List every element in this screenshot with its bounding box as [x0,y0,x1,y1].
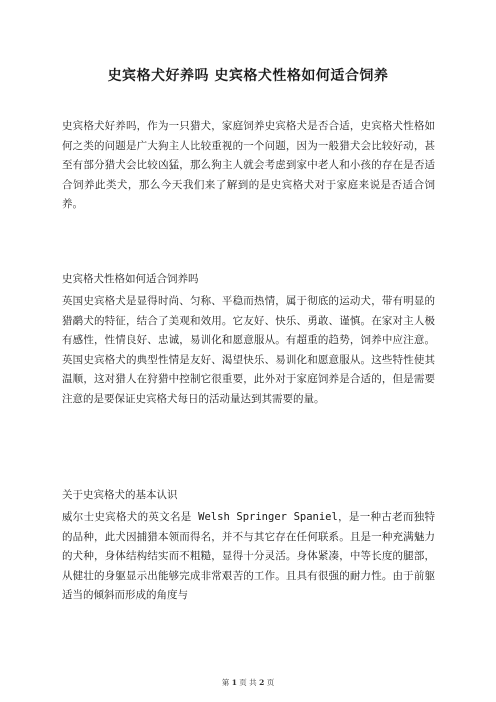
section-heading-basics: 关于史宾格犬的基本认识 [62,489,178,501]
intro-paragraph: 史宾格犬好养吗，作为一只猎犬，家庭饲养史宾格犬是否合适，史宾格犬性格如何之类的问题是广大狗主人比较重视的一个问题，因为一般猎犬会比较好动，甚至有部分猎犬会比较凶猛，那么狗主人就会考虑到家中老人和小孩的存在是否适合饲养此类犬，那么今天我们来了解到的是史宾格犬对于家庭来说是否适合饲养。 [62,120,435,210]
page-footer [0,677,496,688]
footer-current-page: 1 [231,678,237,687]
footer-middle: 页 共 [239,678,257,687]
section-body-basics: 威尔士史宾格犬的英文名是 Welsh Springer Spaniel，是一种古老而独特的品种，此犬因捕猎本领而得名，并不与其它存在任何联系。且是一种充满魅力的犬种，身体结构结实而不粗糙，显得十分灵活。身体紧凑，中等长度的腿部，从健壮的身躯显示出能够完成非常艰苦的工作。且具有很强的耐力性。由于前躯适当的倾斜而形成的角度与 [62,511,435,601]
footer-suffix: 页 [266,678,275,687]
document-title: 史宾格犬好养吗 史宾格犬性格如何适合饲养 [107,68,389,84]
footer-prefix: 第 [221,678,230,687]
footer-total-pages: 2 [259,678,265,687]
section-body-temperament: 英国史宾格犬是显得时尚、匀称、平稳而热情，属于彻底的运动犬，带有明显的猎鹬犬的特征，结合了美观和效用。它友好、快乐、勇敢、谨慎。在家对主人极有感性，性情良好、忠诚，易训化和愿意服从。有超重的趋势，饲养中应注意。英国史宾格犬的典型性情是友好、渴望快乐、易训化和愿意服从。这些特性使其温顺，这对猎人在狩猎中控制它很重要，此外对于家庭饲养是合适的，但是需要注意的是要保证史宾格犬每日的活动量达到其需要的量。 [62,295,435,405]
section-heading-temperament: 史宾格犬性格如何适合饲养吗 [62,273,199,285]
